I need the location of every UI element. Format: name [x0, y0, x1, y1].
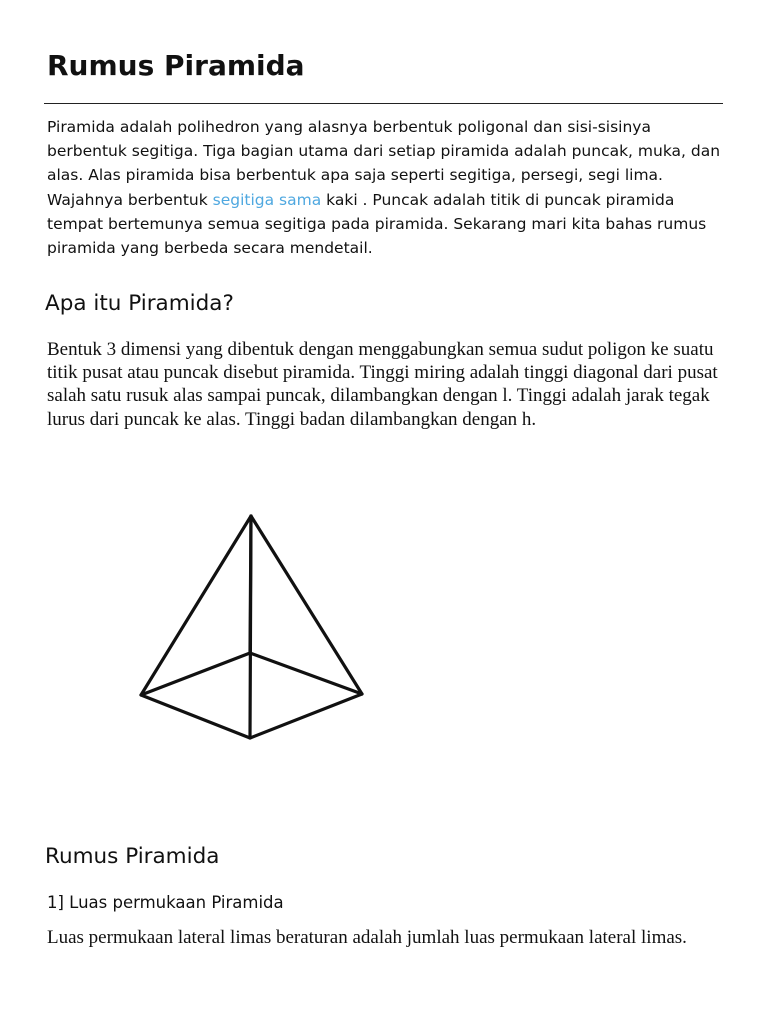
title-divider — [44, 103, 723, 104]
intro-text-after-link: kaki . Puncak adalah titik di puncak piramida tempat bertemunya semua segitiga pada piramida. Sekarang mari kita bahas rumus piramida yang berbeda secara mendetail. — [47, 190, 707, 258]
section-heading-rumus-piramida: Rumus Piramida — [45, 844, 220, 869]
intro-paragraph — [47, 115, 727, 260]
pyramid-illustration — [130, 508, 375, 748]
page-title: Rumus Piramida — [47, 49, 305, 82]
piramida-definition-paragraph: Bentuk 3 dimensi yang dibentuk dengan menggabungkan semua sudut poligon ke suatu titik pusat atau puncak disebut piramida. Tinggi miring adalah tinggi diagonal dari pusat salah satu rusuk alas sampai puncak, dilambangkan dengan l. Tinggi adalah jarak tegak lurus dari puncak ke alas. Tinggi badan dilambangkan dengan h. — [47, 339, 718, 430]
intro-text-before-link: Piramida adalah polihedron yang alasnya berbentuk poligonal dan sisi-sisinya berbentuk segitiga. Tiga bagian utama dari setiap piramida adalah puncak, muka, dan alas. Alas piramida bisa berbentuk apa saja seperti segitiga, persegi, segi lima. Wajahnya berbentuk — [47, 118, 721, 209]
pyramid-edge-left — [141, 516, 251, 695]
pyramid-edge-right — [251, 516, 362, 694]
luas-permukaan-paragraph: Luas permukaan lateral limas beraturan adalah jumlah luas permukaan lateral limas. — [47, 927, 687, 948]
segitiga-sama-link[interactable]: segitiga sama — [212, 190, 322, 209]
subheading-luas-permukaan: 1] Luas permukaan Piramida — [47, 893, 284, 912]
section-heading-apa-itu-piramida: Apa itu Piramida? — [45, 291, 234, 316]
pyramid-edge-back — [250, 516, 251, 653]
